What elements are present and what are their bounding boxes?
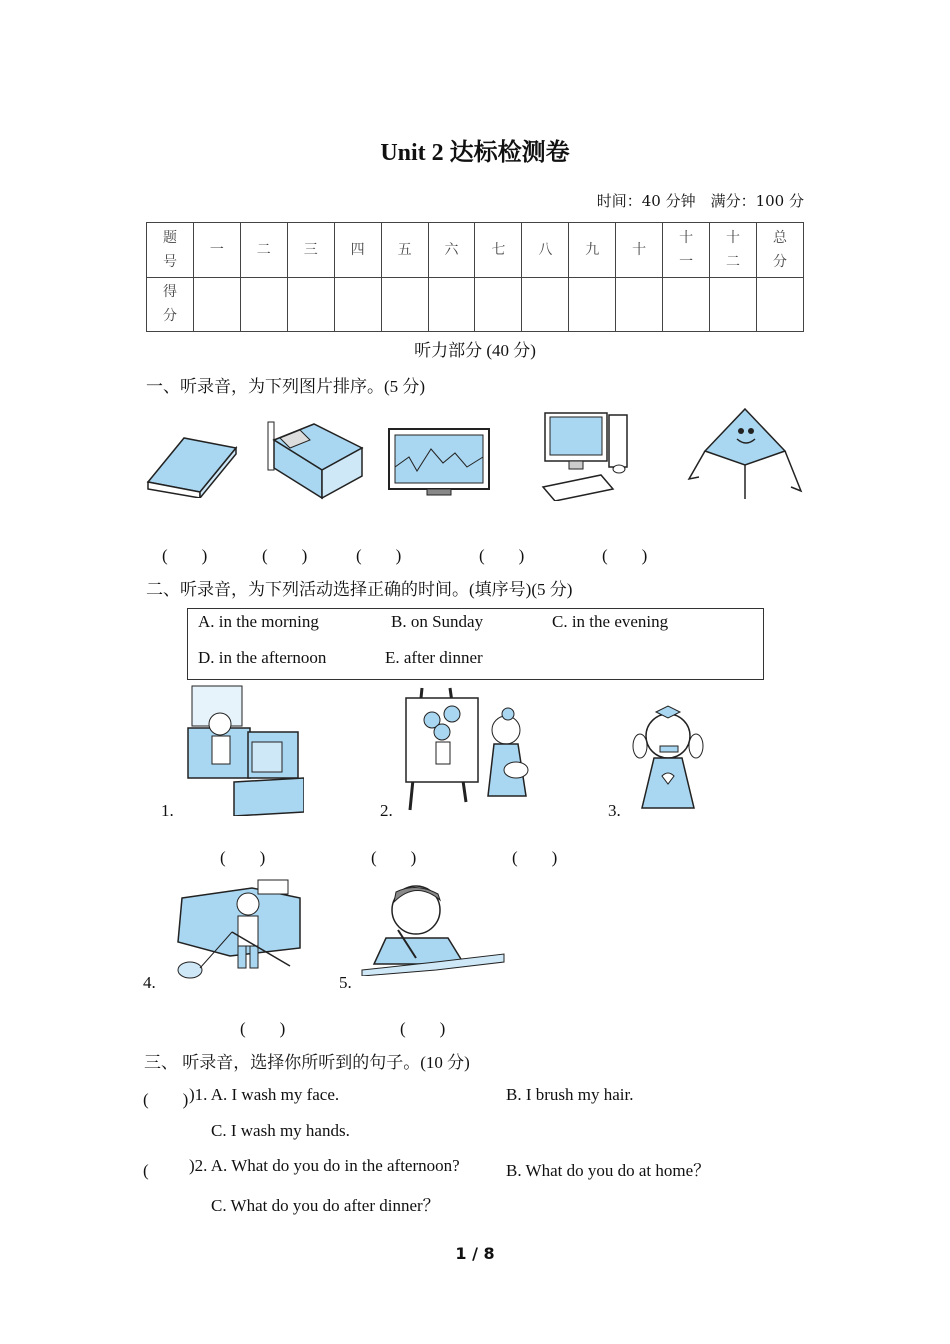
column-cell: 八 [522,223,569,278]
score-cell[interactable] [616,277,663,332]
answer-blank[interactable]: ( ) [479,546,525,565]
score-cell[interactable] [522,277,569,332]
answer-blank[interactable]: ( ) [356,546,402,565]
homework-image [356,880,508,976]
listening-heading: 听力部分 (40 分) [414,341,536,360]
column-cell: 四 [334,223,381,278]
score-cell[interactable] [569,277,616,332]
score-cell[interactable] [756,277,803,332]
table-row [147,277,804,332]
brushing-teeth-image [632,702,704,812]
options-box [187,608,764,680]
q1-answer-blank[interactable]: ( ) [143,1090,189,1109]
cleaning-room-image [172,878,302,986]
column-cell: 十 [616,223,663,278]
column-cell: 十 一 [663,223,710,278]
item-number: 3. [608,801,621,820]
section2-heading: 二、听录音，为下列活动选择正确的时间。(填序号)(5 分) [146,580,573,599]
score-cell[interactable] [710,277,757,332]
option-a: A. in the morning [198,612,319,631]
watching-tv-image [186,682,304,816]
book-image [144,432,240,498]
answer-blank[interactable]: ( ) [220,848,266,867]
exam-meta: 时间：40 分钟 满分：100 分 [596,192,804,210]
item-number: 1. [161,801,174,820]
score-cell[interactable] [287,277,334,332]
item-number: 4. [143,973,156,992]
score-cell[interactable] [334,277,381,332]
score-cell[interactable] [193,277,240,332]
score-cell[interactable] [240,277,287,332]
column-cell: 六 [428,223,475,278]
q2-option-b: B. What do you do at home？ [506,1161,711,1180]
bed-image [264,418,366,500]
score-cell[interactable] [428,277,475,332]
section3-heading: 三、 听录音，选择你所听到的句子。(10 分) [144,1053,470,1072]
answer-blank[interactable]: ( ) [400,1019,446,1038]
q2-option-c: C. What do you do after dinner？ [211,1196,440,1215]
column-cell: 五 [381,223,428,278]
score-cell[interactable] [475,277,522,332]
option-b: B. on Sunday [391,612,484,631]
option-c: C. in the evening [552,612,669,631]
page-number: 1 / 8 [455,1244,495,1263]
computer-image [541,411,633,501]
column-cell: 二 [240,223,287,278]
header-cell: 得 分 [147,277,194,332]
score-cell[interactable] [663,277,710,332]
score-cell[interactable] [381,277,428,332]
column-cell: 三 [287,223,334,278]
answer-blank[interactable]: ( ) [371,848,417,867]
section1-heading: 一、听录音，为下列图片排序。(5 分) [146,377,426,396]
column-cell: 一 [193,223,240,278]
answer-blank[interactable]: ( ) [240,1019,286,1038]
table-row [147,223,804,278]
answer-blank[interactable]: ( ) [512,848,558,867]
q2-option-a: )2. A. What do you do in the afternoon? [189,1156,460,1175]
header-cell: 题 号 [147,223,194,278]
q1-option-a: )1. A. I wash my face. [189,1085,340,1104]
item-number: 5. [339,973,352,992]
answer-blank[interactable]: ( ) [602,546,648,565]
score-table [146,222,804,332]
q2-answer-blank[interactable]: ( [143,1161,183,1180]
item-number: 2. [380,801,393,820]
q1-option-c: C. I wash my hands. [211,1121,350,1140]
answer-blank[interactable]: ( ) [262,546,308,565]
kite-image [683,405,807,503]
column-cell: 七 [475,223,522,278]
tv-image [387,427,491,497]
answer-blank[interactable]: ( ) [162,546,208,565]
q1-option-b: B. I brush my hair. [506,1085,634,1104]
option-e: E. after dinner [385,648,483,667]
column-cell: 十 二 [710,223,757,278]
page-title: Unit 2 达标检测卷 [380,140,570,166]
option-d: D. in the afternoon [198,648,327,667]
column-cell: 总 分 [756,223,803,278]
painting-image [402,684,530,816]
column-cell: 九 [569,223,616,278]
